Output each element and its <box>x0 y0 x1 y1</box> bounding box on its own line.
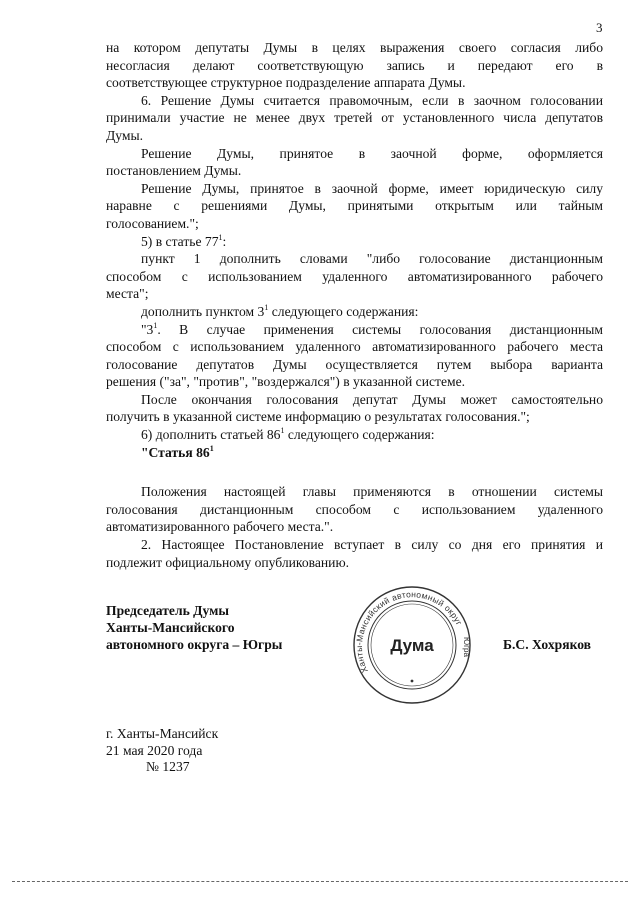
signatory-title: Председатель Думы Ханты-Мансийского автономного округа – Югры <box>106 603 283 652</box>
document-body <box>106 40 603 572</box>
document-number: № 1237 <box>146 759 190 775</box>
date: 21 мая 2020 года <box>106 742 203 758</box>
text-line: После окончания голосования депутат Думы может самостоятельно <box>141 391 603 407</box>
text-line: "$3^1$. В случае применения системы голосования дистанционным <box>141 320 603 337</box>
city: г. Ханты-Мансийск <box>106 726 219 741</box>
text-line: Решение Думы, принятое в заочной форме, имеет юридическую силу <box>141 180 603 196</box>
text-line: способом с использованием удаленного автоматизированного рабочего <box>106 268 603 284</box>
document-place-date <box>106 726 218 776</box>
official-seal <box>338 585 486 705</box>
svg-text:Ханты-Мансийский автономный ок: Ханты-Мансийский автономный округ <box>353 589 465 675</box>
text-line: 6. Решение Думы считается правомочным, если в заочном голосовании <box>141 92 603 108</box>
seal-center-text: Дума <box>390 636 434 655</box>
text-line: места"; <box>106 286 149 302</box>
text-line: Думы. <box>106 127 144 143</box>
text-line: автоматизированного рабочего места.". <box>106 519 334 535</box>
text-line: 6) дополнить статьей $86^1$ следующего содержания: <box>141 426 435 443</box>
text-line: наравне с решениями Думы, принятыми открытым или тайным <box>106 198 603 214</box>
text-line: решения ("за", "против", "воздержался") в указанной системе. <box>106 374 466 390</box>
text-line: Положения настоящей главы применяются в отношении системы <box>141 484 603 500</box>
svg-text:Югра: Югра <box>462 637 471 657</box>
text-line: получить в указанной системе информацию о результатах голосования."; <box>106 409 530 425</box>
signatory-name: Б.С. Хохряков <box>503 637 592 652</box>
text-line: голосования дистанционным способом с использованием удаленного <box>106 501 603 517</box>
text-line: голосование депутатов Думы осуществляется путем выбора варианта <box>106 356 603 372</box>
text-line: голосованием."; <box>106 215 199 231</box>
footer-divider <box>12 881 628 882</box>
text-line: 5) в статье $77^1$: <box>141 232 227 249</box>
text-line: 2. Настоящее Постановление вступает в силу со дня его принятия и <box>141 537 603 553</box>
text-line: Решение Думы, принятое в заочной форме, оформляется <box>141 145 603 161</box>
text-line: соответствующее структурное подразделение аппарата Думы. <box>106 75 466 91</box>
text-line: дополнить пунктом $3^1$ следующего содержания: <box>141 302 419 319</box>
text-line: несогласия делают соответствующую запись и передают его в <box>106 57 603 73</box>
text-line: принимали участие не менее двух третей от установленного числа депутатов <box>106 110 603 126</box>
page-number: 3 <box>596 20 603 35</box>
text-line: на котором депутаты Думы в целях выражения своего согласия либо <box>106 40 603 55</box>
text-line: подлежит официальному опубликованию. <box>106 554 350 570</box>
text-line: пункт 1 дополнить словами "либо голосование дистанционным <box>141 251 603 267</box>
text-line: способом с использованием удаленного автоматизированного рабочего места <box>106 339 603 355</box>
article-heading: "Статья $86^1$ <box>141 443 214 460</box>
text-line: постановлением Думы. <box>106 163 242 179</box>
